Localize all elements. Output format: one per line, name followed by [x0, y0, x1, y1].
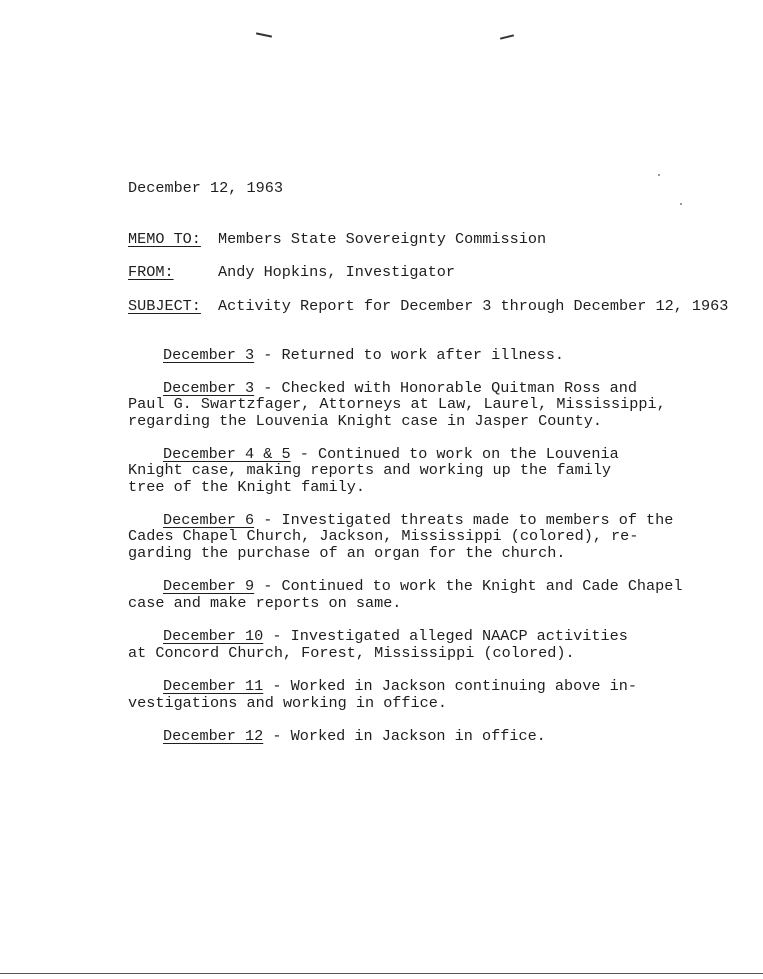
entry-date: December 4 & 5 [163, 445, 291, 463]
entry-text: - Worked in Jackson continuing above in- [263, 677, 637, 695]
entry-text: - Continued to work on the Louvenia [290, 445, 619, 463]
entry-line: Knight case, making reports and working up the family [128, 461, 612, 479]
entry-line [163, 628, 628, 645]
entry-line: Cades Chapel Church, Jackson, Mississippi (colored), re- [128, 527, 639, 545]
scan-mark-right [500, 34, 514, 39]
entry-date: December 12 [163, 727, 264, 745]
entry-text: - Investigated threats made to members of the [254, 511, 674, 529]
entry-line [163, 678, 637, 695]
entry-line [163, 347, 564, 364]
memo-date: December 12, 1963 [128, 179, 283, 197]
scan-mark-left [256, 32, 272, 37]
entry-line: garding the purchase of an organ for the church. [128, 544, 566, 562]
from-label: FROM: [128, 263, 174, 281]
subject-label: SUBJECT: [128, 297, 201, 315]
from-value: Andy Hopkins, Investigator [218, 263, 455, 281]
entry-text: - Continued to work the Knight and Cade Chapel [254, 577, 683, 595]
entry-date: December 11 [163, 677, 264, 695]
entry-text: - Returned to work after illness. [254, 346, 565, 364]
entry-date: December 6 [163, 511, 255, 529]
entry-line: regarding the Louvenia Knight case in Jasper County. [128, 412, 602, 430]
entry-text: - Worked in Jackson in office. [263, 727, 546, 745]
entry-date: December 9 [163, 577, 255, 595]
entry-date: December 3 [163, 346, 255, 364]
subject-value: Activity Report for December 3 through December 12, 1963 [218, 297, 729, 315]
entry-line: case and make reports on same. [128, 594, 402, 612]
entry-date: December 10 [163, 627, 264, 645]
entry-text: - Checked with Honorable Quitman Ross and [254, 379, 637, 397]
entry-line: at Concord Church, Forest, Mississippi (colored). [128, 644, 575, 662]
scan-speck [658, 174, 660, 176]
memo-to-value: Members State Sovereignty Commission [218, 230, 547, 248]
memo-to-label: MEMO TO: [128, 230, 201, 248]
entry-line: vestigations and working in office. [128, 694, 447, 712]
entry-text: - Investigated alleged NAACP activities [263, 627, 628, 645]
scan-speck [680, 203, 682, 205]
entry-date: December 3 [163, 379, 255, 397]
entry-line [163, 578, 683, 595]
entry-line: tree of the Knight family. [128, 478, 365, 496]
entry-line: Paul G. Swartzfager, Attorneys at Law, Laurel, Mississippi, [128, 395, 666, 413]
entry-line [163, 728, 546, 745]
page-bottom-edge [0, 973, 763, 974]
